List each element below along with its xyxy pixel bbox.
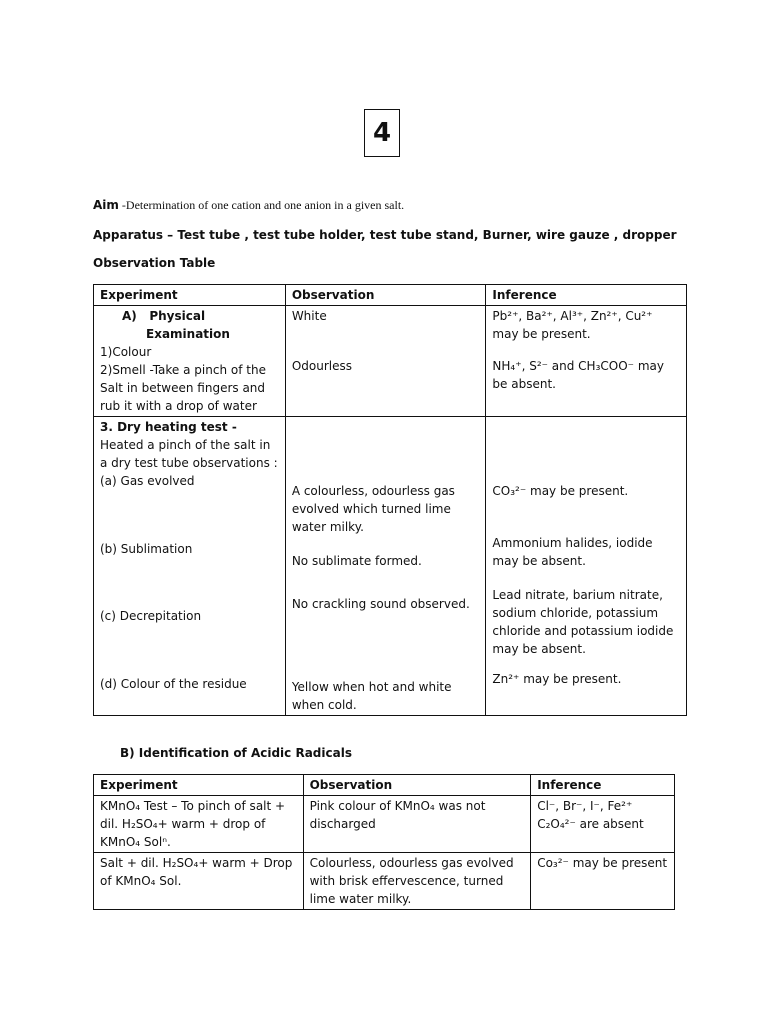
dry-heating-title: 3. Dry heating test - xyxy=(100,420,237,434)
anion-list: NH₄⁺, S²⁻ and CH₃COO⁻ xyxy=(492,359,634,373)
obs-residue: Yellow when hot and white when cold. xyxy=(291,680,452,712)
inf-sublimate: Ammonium halides, iodide may be absent. xyxy=(492,536,653,568)
physical-exam-cell xyxy=(94,306,286,417)
gas-evolved-label: (a) Gas evolved xyxy=(100,474,195,488)
experiment-number: 4 xyxy=(372,118,392,148)
header-observation: Observation xyxy=(303,775,531,796)
decrepitation-label: (c) Decrepitation xyxy=(100,609,202,623)
aim-label: Aim xyxy=(93,198,119,212)
header-experiment: Experiment xyxy=(94,285,286,306)
table-row xyxy=(94,796,675,853)
inf-anions-absent xyxy=(492,357,680,393)
aim-text: -Determination of one cation and one anion in a given salt. xyxy=(118,198,405,212)
examination-label: Examination xyxy=(146,327,230,341)
inf-residue: Zn²⁺ may be present. xyxy=(492,672,622,686)
obs-sublimate: No sublimate formed. xyxy=(291,554,422,568)
obs-odourless: Odourless xyxy=(291,359,352,373)
dil-acid-test-cell: Salt + dil. H₂SO₄+ warm + Drop of KMnO₄ Sol. xyxy=(94,853,304,910)
header-experiment: Experiment xyxy=(94,775,304,796)
smell-test-label: 2)Smell -Take a pinch of the Salt in between fingers and rub it with a drop of water xyxy=(100,363,266,413)
inf-absent-text: may be absent. xyxy=(492,359,664,391)
colour-test-label: 1)Colour xyxy=(100,345,152,359)
table-header-row xyxy=(94,775,675,796)
table-row xyxy=(94,306,687,417)
table-row xyxy=(94,853,675,910)
dil-acid-inf-cell: Co₃²⁻ may be present xyxy=(531,853,675,910)
kmno4-inf-cell: Cl⁻, Br⁻, I⁻, Fe²⁺ C₂O₄²⁻ are absent xyxy=(531,796,675,853)
dry-heating-inf-cell xyxy=(486,417,687,716)
cation-list: Pb²⁺, Ba²⁺, Al³⁺, Zn²⁺, Cu²⁺ xyxy=(492,309,653,323)
inf-cations-present xyxy=(492,307,680,343)
table-row xyxy=(94,417,687,716)
physical-exam-heading xyxy=(100,307,279,325)
obs-gas: A colourless, odourless gas evolved which turned lime water milky. xyxy=(291,484,455,534)
obs-crackling: No crackling sound observed. xyxy=(291,597,470,611)
dry-heating-cell xyxy=(94,417,286,716)
physical-label: Physical xyxy=(149,309,206,323)
header-observation: Observation xyxy=(285,285,486,306)
observation-table-title: Observation Table xyxy=(93,256,216,270)
dry-heating-obs-cell xyxy=(285,417,486,716)
dry-heating-desc: Heated a pinch of the salt in a dry test tube observations : xyxy=(100,438,278,470)
section-a-marker: A) xyxy=(122,309,137,323)
aim-line xyxy=(93,198,404,213)
residue-colour-label: (d) Colour of the residue xyxy=(100,677,247,691)
dil-acid-obs-cell: Colourless, odourless gas evolved with brisk effervescence, turned lime water milky. xyxy=(303,853,531,910)
kmno4-obs-cell: Pink colour of KMnO₄ was not discharged xyxy=(303,796,531,853)
obs-white: White xyxy=(291,309,327,323)
physical-obs-cell xyxy=(285,306,486,417)
acidic-radicals-table xyxy=(93,774,675,910)
header-inference: Inference xyxy=(531,775,675,796)
apparatus-line: Apparatus – Test tube , test tube holder, test tube stand, Burner, wire gauze , dropper xyxy=(93,228,677,242)
kmno4-test-cell: KMnO₄ Test – To pinch of salt + dil. H₂SO₄+ warm + drop of KMnO₄ Solⁿ. xyxy=(94,796,304,853)
inf-gas: CO₃²⁻ may be present. xyxy=(492,484,629,498)
table-header-row xyxy=(94,285,687,306)
sublimation-label: (b) Sublimation xyxy=(100,542,193,556)
observation-table xyxy=(93,284,687,716)
header-inference: Inference xyxy=(486,285,687,306)
physical-inf-cell xyxy=(486,306,687,417)
inf-present-text: may be present. xyxy=(492,327,591,341)
inf-crackling: Lead nitrate, barium nitrate, sodium chloride, potassium chloride and potassium iodide may be absent. xyxy=(492,588,674,656)
experiment-number-box xyxy=(364,109,400,157)
section-b-title: B) Identification of Acidic Radicals xyxy=(120,746,352,760)
